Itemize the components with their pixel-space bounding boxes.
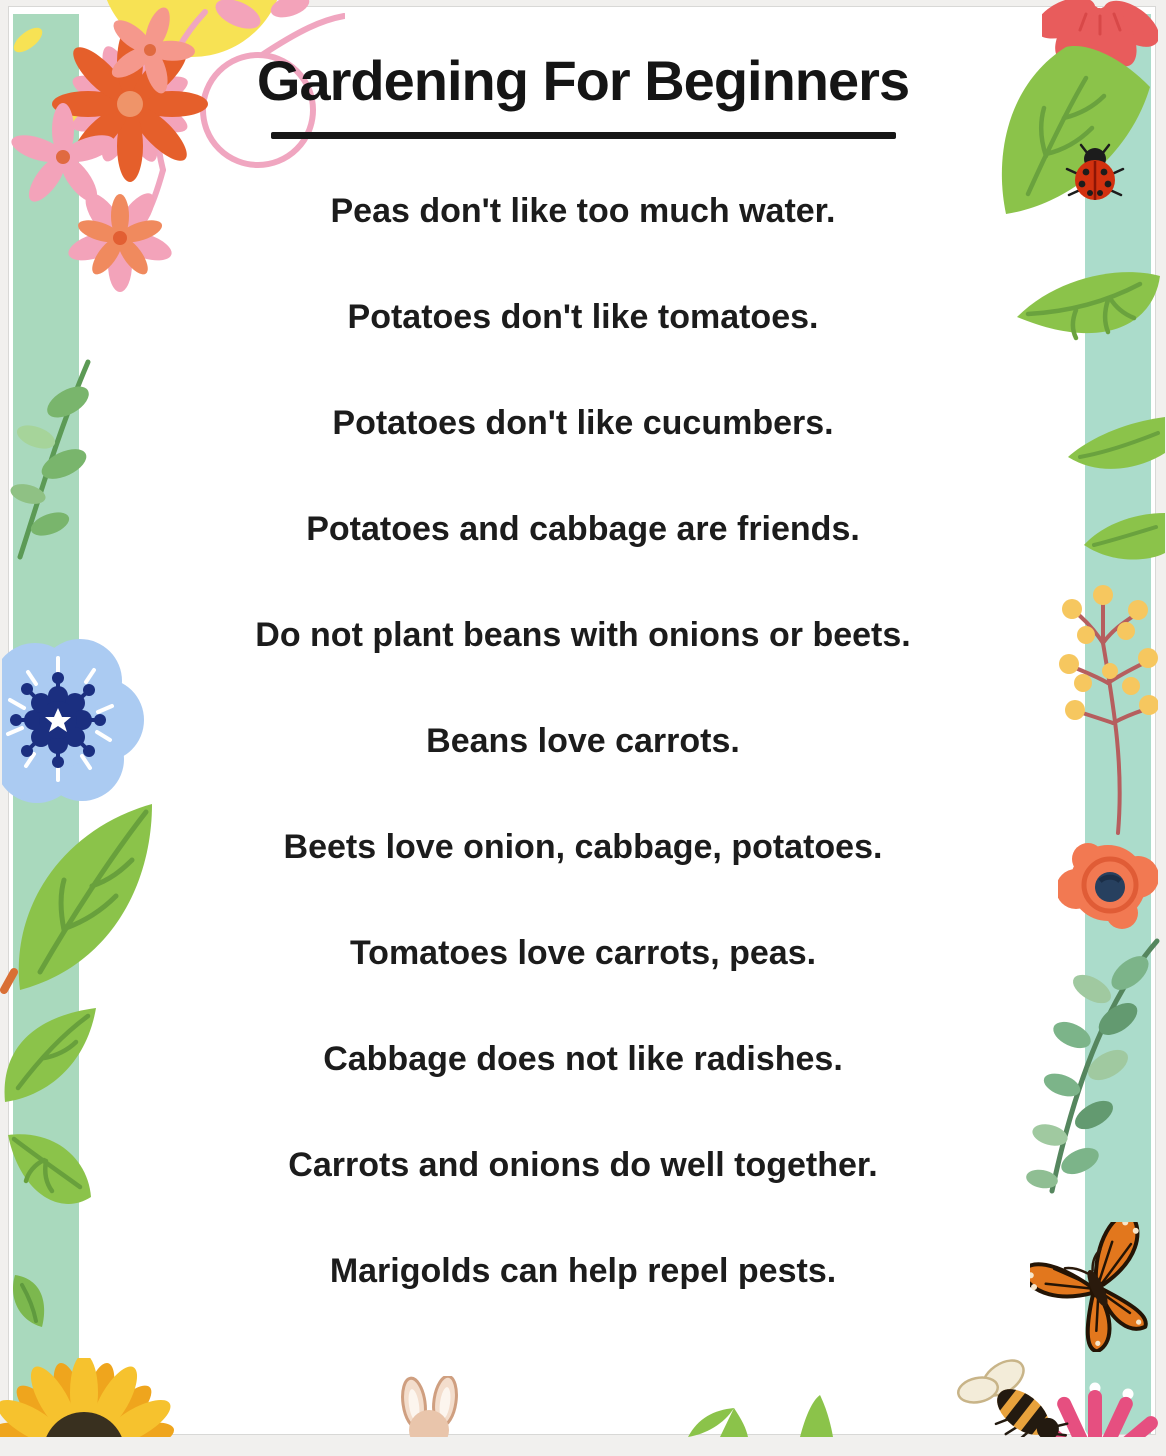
eucalyptus-sprig-icon [1022, 933, 1166, 1195]
lower-leaves-icon [0, 1125, 100, 1335]
tip-line: Potatoes don't like tomatoes. [347, 298, 819, 336]
green-leaves-icon [0, 790, 170, 1108]
sunflower-icon [0, 1358, 185, 1437]
tip-line: Carrots and onions do well together. [288, 1146, 878, 1184]
leaf-with-ladybug-icon [988, 42, 1166, 220]
bee-icon [956, 1353, 1073, 1437]
leafy-sprig-icon [8, 352, 98, 567]
side-leaves-icon [1058, 415, 1166, 575]
poppy-flower-icon [1058, 833, 1158, 933]
tip-line: Tomatoes love carrots, peas. [349, 934, 817, 972]
sun-and-flowers-icon [0, 0, 345, 300]
butterfly-icon [1030, 1222, 1166, 1352]
tip-line: Cabbage does not like radishes. [323, 1040, 843, 1078]
right-leaf-icon [1012, 262, 1162, 357]
bunny-ears-icon [396, 1376, 466, 1437]
grass-icon [680, 1392, 870, 1437]
bee-and-pink-flower-icon [945, 1352, 1160, 1437]
tip-line: Marigolds can help repel pests. [329, 1252, 837, 1290]
tip-line: Do not plant beans with onions or beets. [255, 616, 911, 654]
tip-line: Beets love onion, cabbage, potatoes. [283, 828, 883, 866]
page-title: Gardening For Beginners [256, 49, 910, 112]
tip-line: Potatoes and cabbage are friends. [306, 510, 860, 548]
tip-line: Beans love carrots. [426, 722, 740, 760]
berry-branch-icon [1058, 583, 1158, 838]
tip-line: Peas don't like too much water. [330, 192, 836, 230]
tip-line: Potatoes don't like cucumbers. [332, 404, 834, 442]
